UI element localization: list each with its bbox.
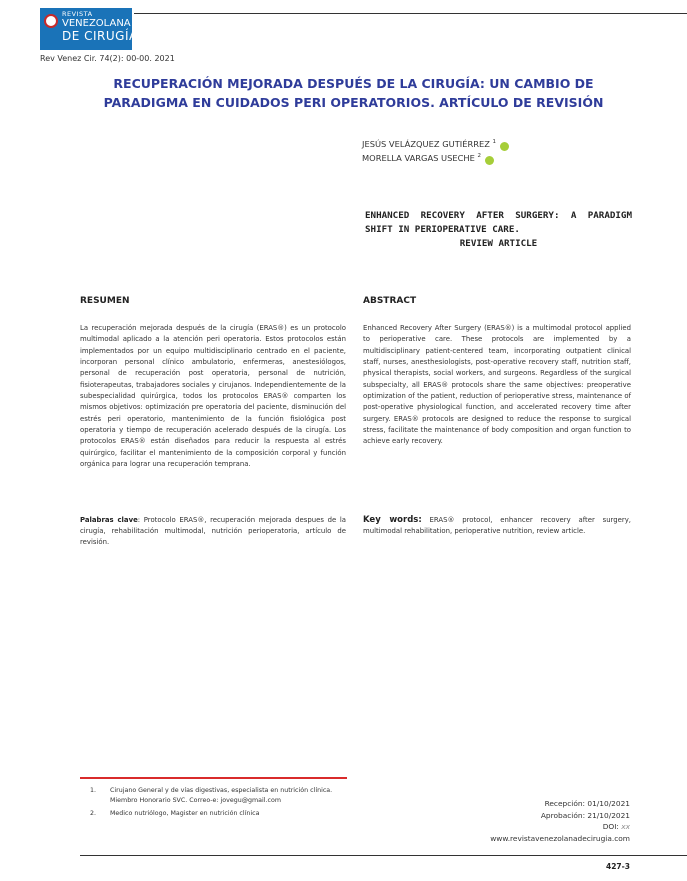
- keywords-en-list: ERAS® protocol, enhancer recovery after surgery, multimodal rehabilitation, perioperative nutrition, review article.: [363, 516, 631, 535]
- footnote-1: [80, 786, 350, 805]
- keywords-es-label: Palabras clave: [80, 516, 138, 524]
- english-title: [365, 209, 632, 251]
- english-title-last: REVIEW ARTICLE: [459, 238, 538, 249]
- resumen-heading: RESUMEN: [80, 296, 130, 306]
- approved-date: Aprobación: 21/10/2021: [540, 810, 630, 820]
- footnotes: [80, 786, 350, 823]
- logo-line-3: DE CIRUGÍA: [62, 29, 138, 43]
- doi: [440, 821, 630, 833]
- keywords-es: [80, 515, 346, 548]
- abstract-text: Enhanced Recovery After Surgery (ERAS®) is a multimodal protocol applied to perioperative care. These protocols are implemented by a multidisciplinary patient-centered team, incorporating outpatient clinical staff, nurses, anesthesiologists, post-operative recovery staff, nutrition staff, physical therapists, social workers, and surgeons. Regardless of the surgical subspecialty, all ERAS® protocols share the same objectives: preoperative optimization of the patient, reduction of perioperative stress, maintenance of post-operative physiological function, and accelerated recovery time after surgery. ERAS® protocols are designed to reduce the response to surgical stress, facilitate the maintenance of body composition and organ function to achieve early recovery.: [363, 324, 631, 446]
- footnote-2-text: Medico nutriólogo, Magister en nutrición clínica: [110, 810, 260, 817]
- journal-logo: [40, 8, 138, 50]
- logo-line-1: REVISTA: [62, 10, 93, 18]
- article-dates: [440, 798, 630, 844]
- author-list: [362, 135, 509, 163]
- resumen-text: La recuperación mejorada después de la cirugía (ERAS®) es un protocolo multimodal aplicado a la atención peri operatoria. Estos protocolos están implementados por un equipo multidisciplinario centrado en el paciente, incorporan personal clínico ambulatorio, enfermeras, anestesiólogos, personal de recuperación post operatoria, personal de nutrición, fisioterapeutas, trabajadores sociales y cirujanos. Independientemente de la subespecialidad quirúrgica, todos los protocolos ERAS® comparten los mismos objetivos: optimización pre operatoria del paciente, disminución del estrés peri operatorio, mantenimiento de la función fisiológica post operatoria y tiempo de recuperación acelerado después de la cirugía. Los protocolos ERAS® están diseñados para reducir la respuesta al estrés quirúrgico, facilitar el mantenimiento de la composición corporal y función orgánica para lograr una recuperación temprana.: [80, 324, 346, 469]
- footnote-rule: [80, 777, 347, 779]
- author-2: [362, 149, 509, 163]
- author-1-name: JESÚS VELÁZQUEZ GUTIÉRREZ: [362, 138, 490, 149]
- logo-line-2: VENEZOLANA: [62, 18, 131, 29]
- author-2-name: MORELLA VARGAS USECHE: [362, 152, 475, 163]
- citation: Rev Venez Cir. 74(2): 00-00. 2021: [40, 54, 175, 63]
- website-link[interactable]: www.revistavenezolanadecirugia.com: [490, 833, 630, 843]
- keywords-es-list: : Protocolo ERAS®, recuperación mejorada despues de la cirugía, rehabilitación multimodal, nutrición perioperatoria, artículo de revisión.: [80, 516, 346, 546]
- author-1: [362, 135, 509, 149]
- doi-value[interactable]: xx: [621, 822, 630, 831]
- doi-label: DOI:: [602, 822, 622, 831]
- footnote-1-text: Cirujano General y de vías digestivas, especialista en nutrición clínica. Miembro Honorario SVC. Correo-e: jovegu@gmail.com: [110, 787, 333, 804]
- header-rule: [134, 13, 687, 14]
- abstract-heading: ABSTRACT: [363, 296, 417, 306]
- footnote-2: [80, 809, 350, 819]
- footnote-1-number: 1.: [90, 787, 97, 794]
- orcid-icon[interactable]: [485, 156, 494, 165]
- page-number: 427-3: [606, 862, 630, 871]
- received-date: Recepción: 01/10/2021: [544, 799, 630, 808]
- article-title: RECUPERACIÓN MEJORADA DESPUÉS DE LA CIRUGÍA: UN CAMBIO DE PARADIGMA EN CUIDADOS PERI OPERATORIOS. ARTÍCULO DE REVISIÓN: [103, 76, 604, 110]
- footer-rule: [80, 855, 687, 856]
- english-title-main: ENHANCED RECOVERY AFTER SURGERY: A PARADIGM SHIFT IN PERIOPERATIVE CARE.: [365, 210, 632, 235]
- keywords-en: [363, 515, 631, 537]
- author-1-affiliation: 1: [492, 139, 497, 145]
- author-2-affiliation: 2: [477, 153, 482, 159]
- logo-emblem-icon: [44, 14, 58, 28]
- footnote-2-number: 2.: [90, 810, 97, 817]
- keywords-en-label: Key words:: [363, 515, 422, 525]
